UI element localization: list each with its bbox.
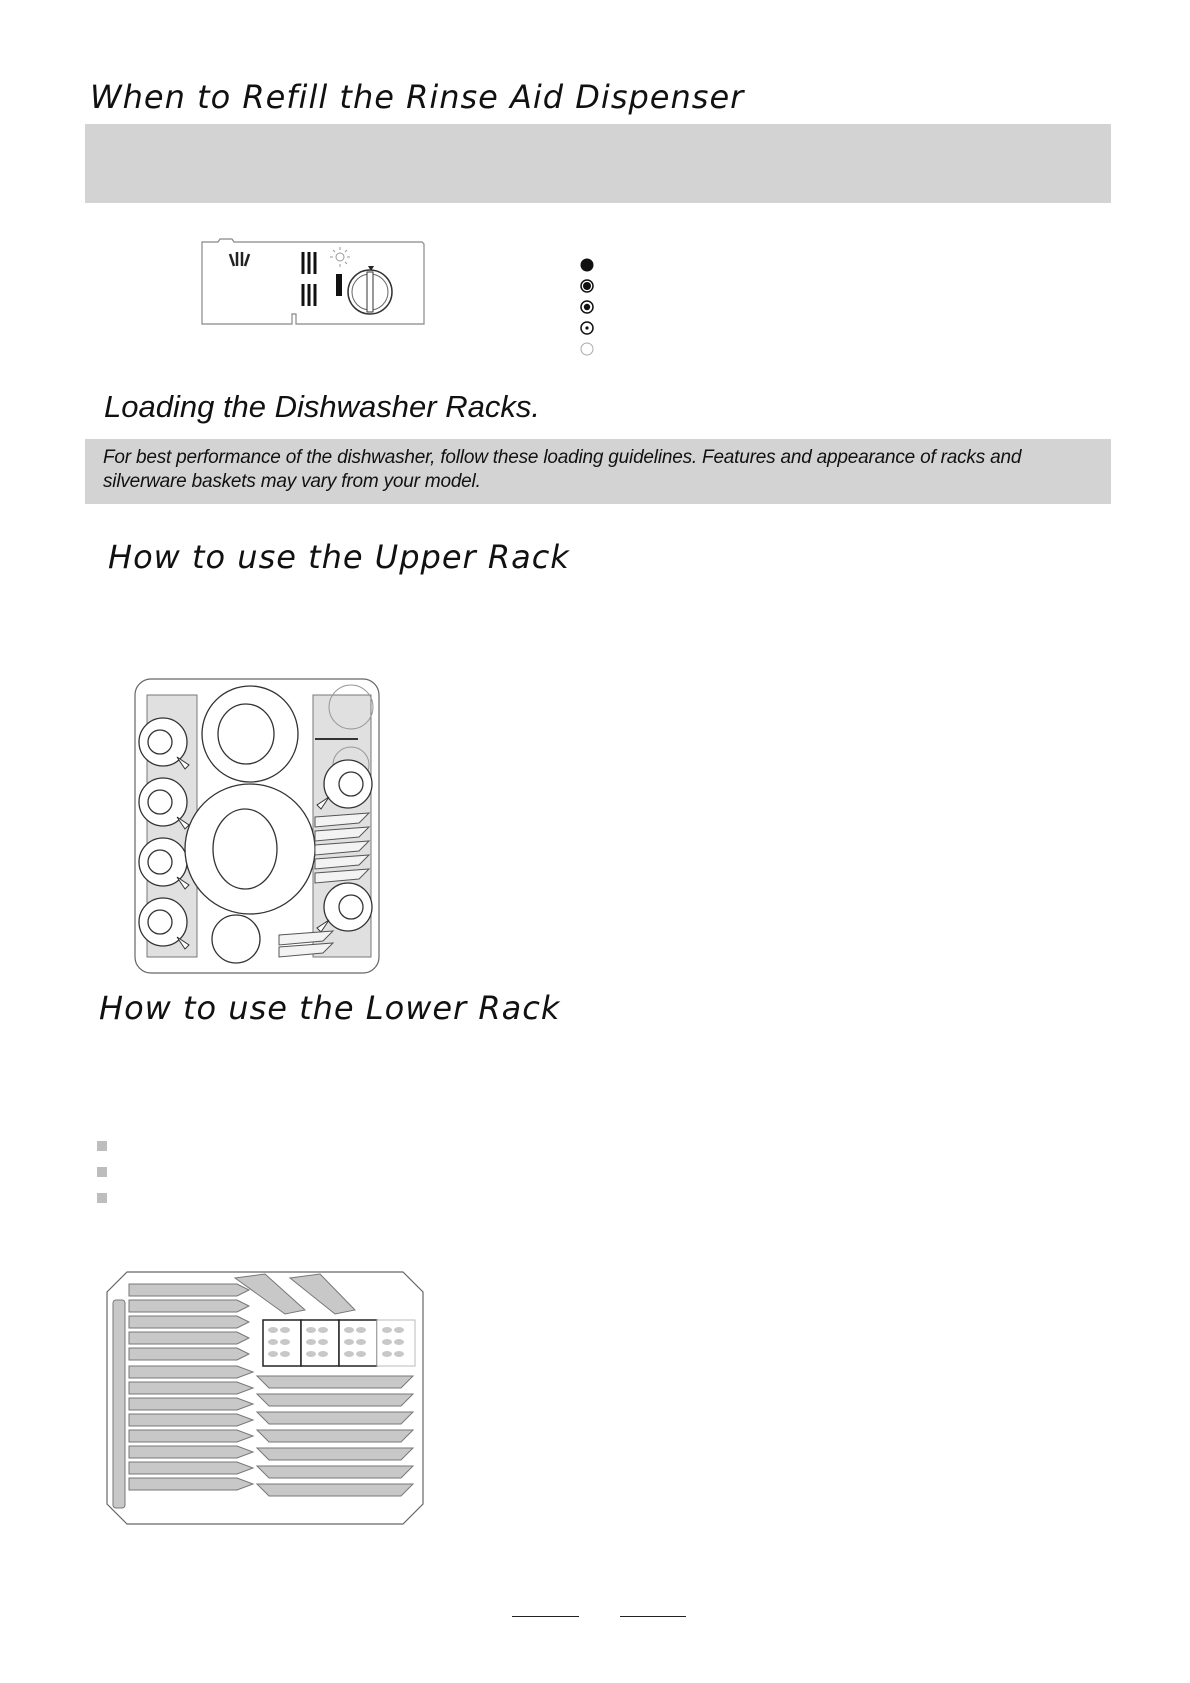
- loading-heading: Loading the Dishwasher Racks.: [104, 389, 540, 424]
- upper-rack-figure: [133, 677, 383, 977]
- indicator-empty-icon: [581, 343, 593, 355]
- rinse-aid-heading: When to Refill the Rinse Aid Dispenser: [90, 78, 745, 116]
- lower-rack-figure: [105, 1270, 425, 1526]
- bullet-marker: [97, 1167, 107, 1177]
- bullet-marker: [97, 1141, 107, 1151]
- rinse-aid-dispenser-figure: [200, 234, 426, 326]
- indicator-three-quarter-icon: [581, 280, 593, 292]
- loading-guidelines-text: For best performance of the dishwasher, follow these loading guidelines. Features and appearance of racks and silverware baskets may vary from your model.: [103, 447, 1022, 492]
- footer-line-right: [620, 1616, 686, 1617]
- indicator-full-icon: [581, 259, 594, 272]
- upper-rack-heading: How to use the Upper Rack: [108, 538, 570, 576]
- lower-rack-heading: How to use the Lower Rack: [99, 989, 561, 1027]
- bullet-marker: [97, 1193, 107, 1203]
- indicator-quarter-icon: [581, 322, 593, 334]
- indicator-half-icon: [581, 301, 593, 313]
- rinse-aid-info-bar: [85, 124, 1111, 203]
- footer-line-left: [512, 1616, 579, 1617]
- indicator-level-legend: [576, 256, 598, 358]
